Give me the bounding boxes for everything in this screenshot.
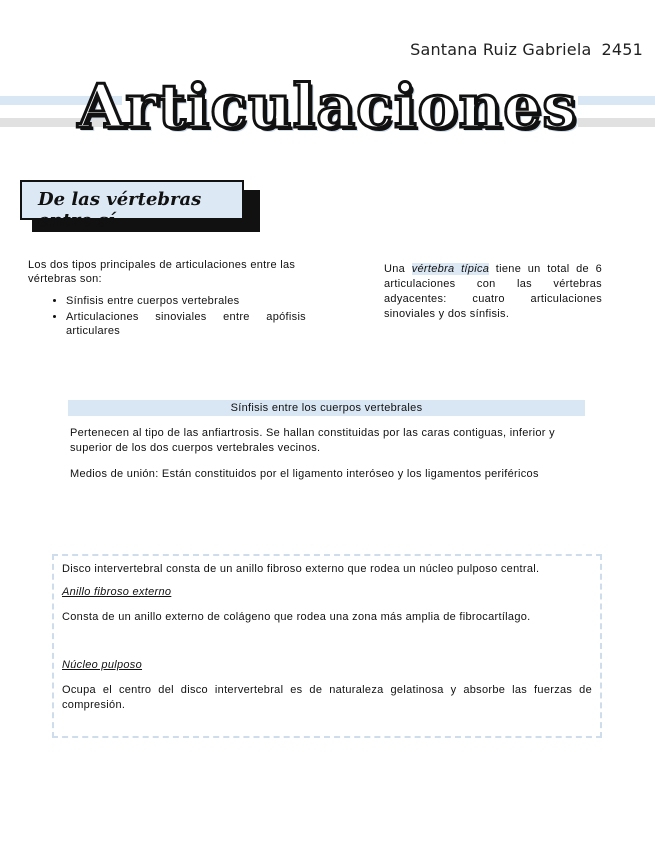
joint-types-list bbox=[28, 294, 306, 338]
list-item: • Sínfisis entre cuerpos vertebrales bbox=[66, 294, 306, 308]
author-name bbox=[410, 40, 643, 59]
intro-right-prefix: Una bbox=[384, 263, 412, 275]
author-text: Santana Ruiz Gabriela bbox=[410, 40, 592, 59]
symphysis-paragraph-2: Medios de unión: Están constituidos por el ligamento interóseo y los ligamentos periféricos bbox=[70, 468, 539, 480]
section-heading-box bbox=[20, 180, 244, 231]
intro-right-column bbox=[384, 262, 602, 322]
section-heading: De las vértebras entre sí bbox=[38, 189, 202, 231]
page-title: Articulaciones bbox=[77, 72, 578, 142]
intro-left-column bbox=[28, 258, 306, 340]
symphysis-paragraph-1: Pertenecen al tipo de las anfiartrosis. Se hallan constituidas por las caras contiguas, inferior y superior de los dos cuerpos vertebrales vecinos. bbox=[70, 427, 555, 454]
annulus-text: Consta de un anillo externo de colágeno que rodea una zona más amplia de fibrocartílago. bbox=[62, 611, 531, 623]
highlight-typical-vertebra: vértebra típica bbox=[411, 263, 490, 275]
author-number: 2451 bbox=[601, 40, 643, 59]
disc-intro: Disco intervertebral consta de un anillo fibroso externo que rodea un núcleo pulposo central. bbox=[62, 563, 540, 575]
symphysis-title-bar: Sínfisis entre los cuerpos vertebrales bbox=[68, 400, 585, 416]
nucleus-title: Núcleo pulposo bbox=[62, 659, 143, 671]
annulus-title: Anillo fibroso externo bbox=[62, 586, 172, 598]
intro-left-text: Los dos tipos principales de articulaciones entre las vértebras son: bbox=[28, 259, 296, 285]
list-item: • Articulaciones sinoviales entre apófisis articulares bbox=[66, 310, 306, 338]
intro-right-suffix: tiene un total de 6 articulaciones con las vértebras adyacentes: cuatro articulaciones sinoviales y dos sínfisis. bbox=[384, 263, 603, 320]
nucleus-text: Ocupa el centro del disco intervertebral es de naturaleza gelatinosa y absorbe las fuerzas de compresión. bbox=[62, 684, 592, 711]
